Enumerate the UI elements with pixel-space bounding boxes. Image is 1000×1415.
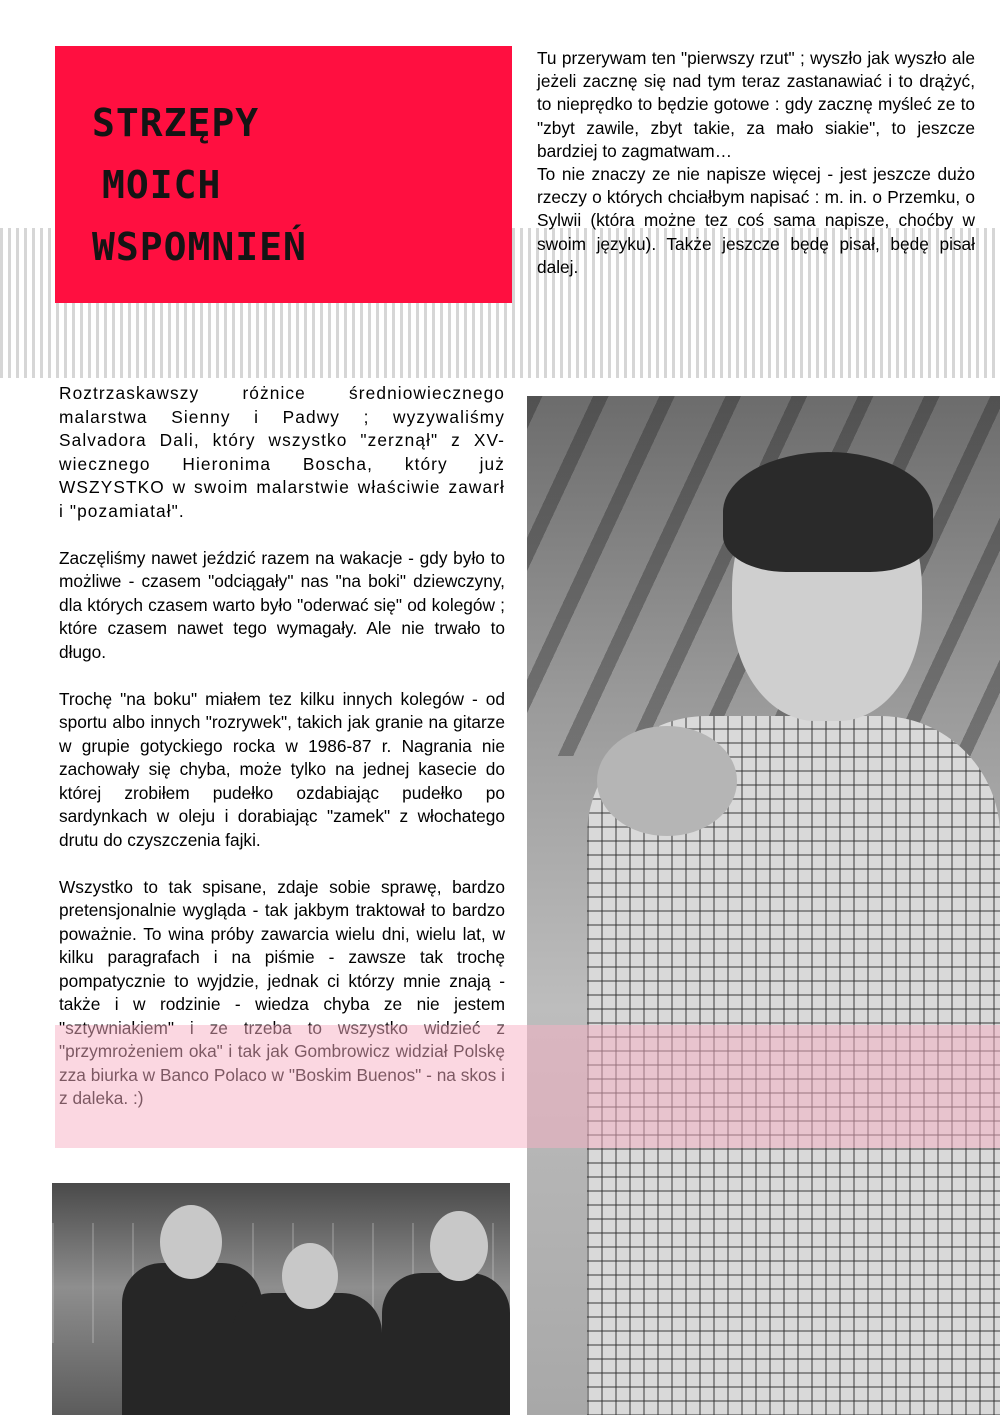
paragraph-2: Zaczęliśmy nawet jeździć razem na wakacje - gdy było to możliwe - czasem "odciągały" nas "na boki" dziewczyny, dla których czasem warto było "oderwać się" od kolegów ; które czasem nawet tego wymagały. Ale nie trwało to długo. — [59, 547, 505, 662]
paragraph-1: Roztrzaskawszy różnice średniowiecznego malarstwa Sienny i Padwy ; wyzywaliśmy Salvadora Dali, który wszystko "zerznął" z XV-wiecznego Hieronima Boscha, który już WSZYSTKO w swoim malarstwie właściwie zawarł i "pozamiatał". — [59, 383, 505, 521]
photo-face-right — [430, 1211, 488, 1281]
portrait-photo — [527, 396, 1000, 1415]
title-line-2: MOICH — [102, 163, 222, 207]
photo-face-middle — [282, 1243, 338, 1309]
paragraph-3: Trochę "na boku" miałem tez kilku innych kolegów - od sportu albo innych "rozrywek", takich jak granie na gitarze w grupie gotyckiego rocka w 1986-87 r. Nagrania nie zachowały się chyba, może tylko na jednej kasecie do której zrobiłem pudełko ozdabiając pudełko po sardynkach w oleju i dorabiając "zamek" z włochatego drutu do czyszczenia fajki. — [59, 688, 505, 850]
photo-face-left — [160, 1205, 222, 1279]
highlight-band — [55, 1025, 1000, 1148]
group-photo — [52, 1183, 510, 1415]
intro-text — [537, 47, 975, 279]
photo-hair — [723, 452, 933, 572]
photo-hand-on-shoulder — [597, 726, 737, 836]
title-line-1: STRZĘPY — [92, 101, 260, 145]
intro-paragraph-2: To nie znaczy ze nie napisze więcej - jest jeszcze dużo rzeczy o których chciałbym napisać : m. in. o Przemku, o Sylwii (która możne tez coś sama napisze, choćby w swoim języku). Także jeszcze będę pisał, będę pisał dalej. — [537, 164, 975, 277]
photo-person-middle — [232, 1293, 382, 1415]
page-title — [92, 92, 307, 278]
paragraph-4: Wszystko to tak spisane, zdaje sobie sprawę, bardzo pretensjonalnie wygląda - tak jakbym traktował to bardzo poważnie. To wina próby zawarcia wielu dni, wielu lat, w kilku paragrafach i na piśmie - zawsze tak trochę pompatycznie to wyjdzie, jednak ci którzy mnie znają - także i w rodzinie - wiedza chyba ze nie jestem — [59, 876, 505, 1014]
main-text-column — [59, 382, 505, 1134]
title-line-3: WSPOMNIEŃ — [92, 225, 307, 269]
intro-paragraph-1: Tu przerywam ten "pierwszy rzut" ; wyszło jak wyszło ale jeżeli zacznę się nad tym teraz zastanawiać i to drążyć, to nieprędko to będzie gotowe : gdy zacznę myśleć ze to "zbyt zawile, zbyt takie, za mało siakie", to jeszcze bardziej to zagmatwam… — [537, 48, 975, 161]
photo-person-right — [382, 1273, 510, 1415]
